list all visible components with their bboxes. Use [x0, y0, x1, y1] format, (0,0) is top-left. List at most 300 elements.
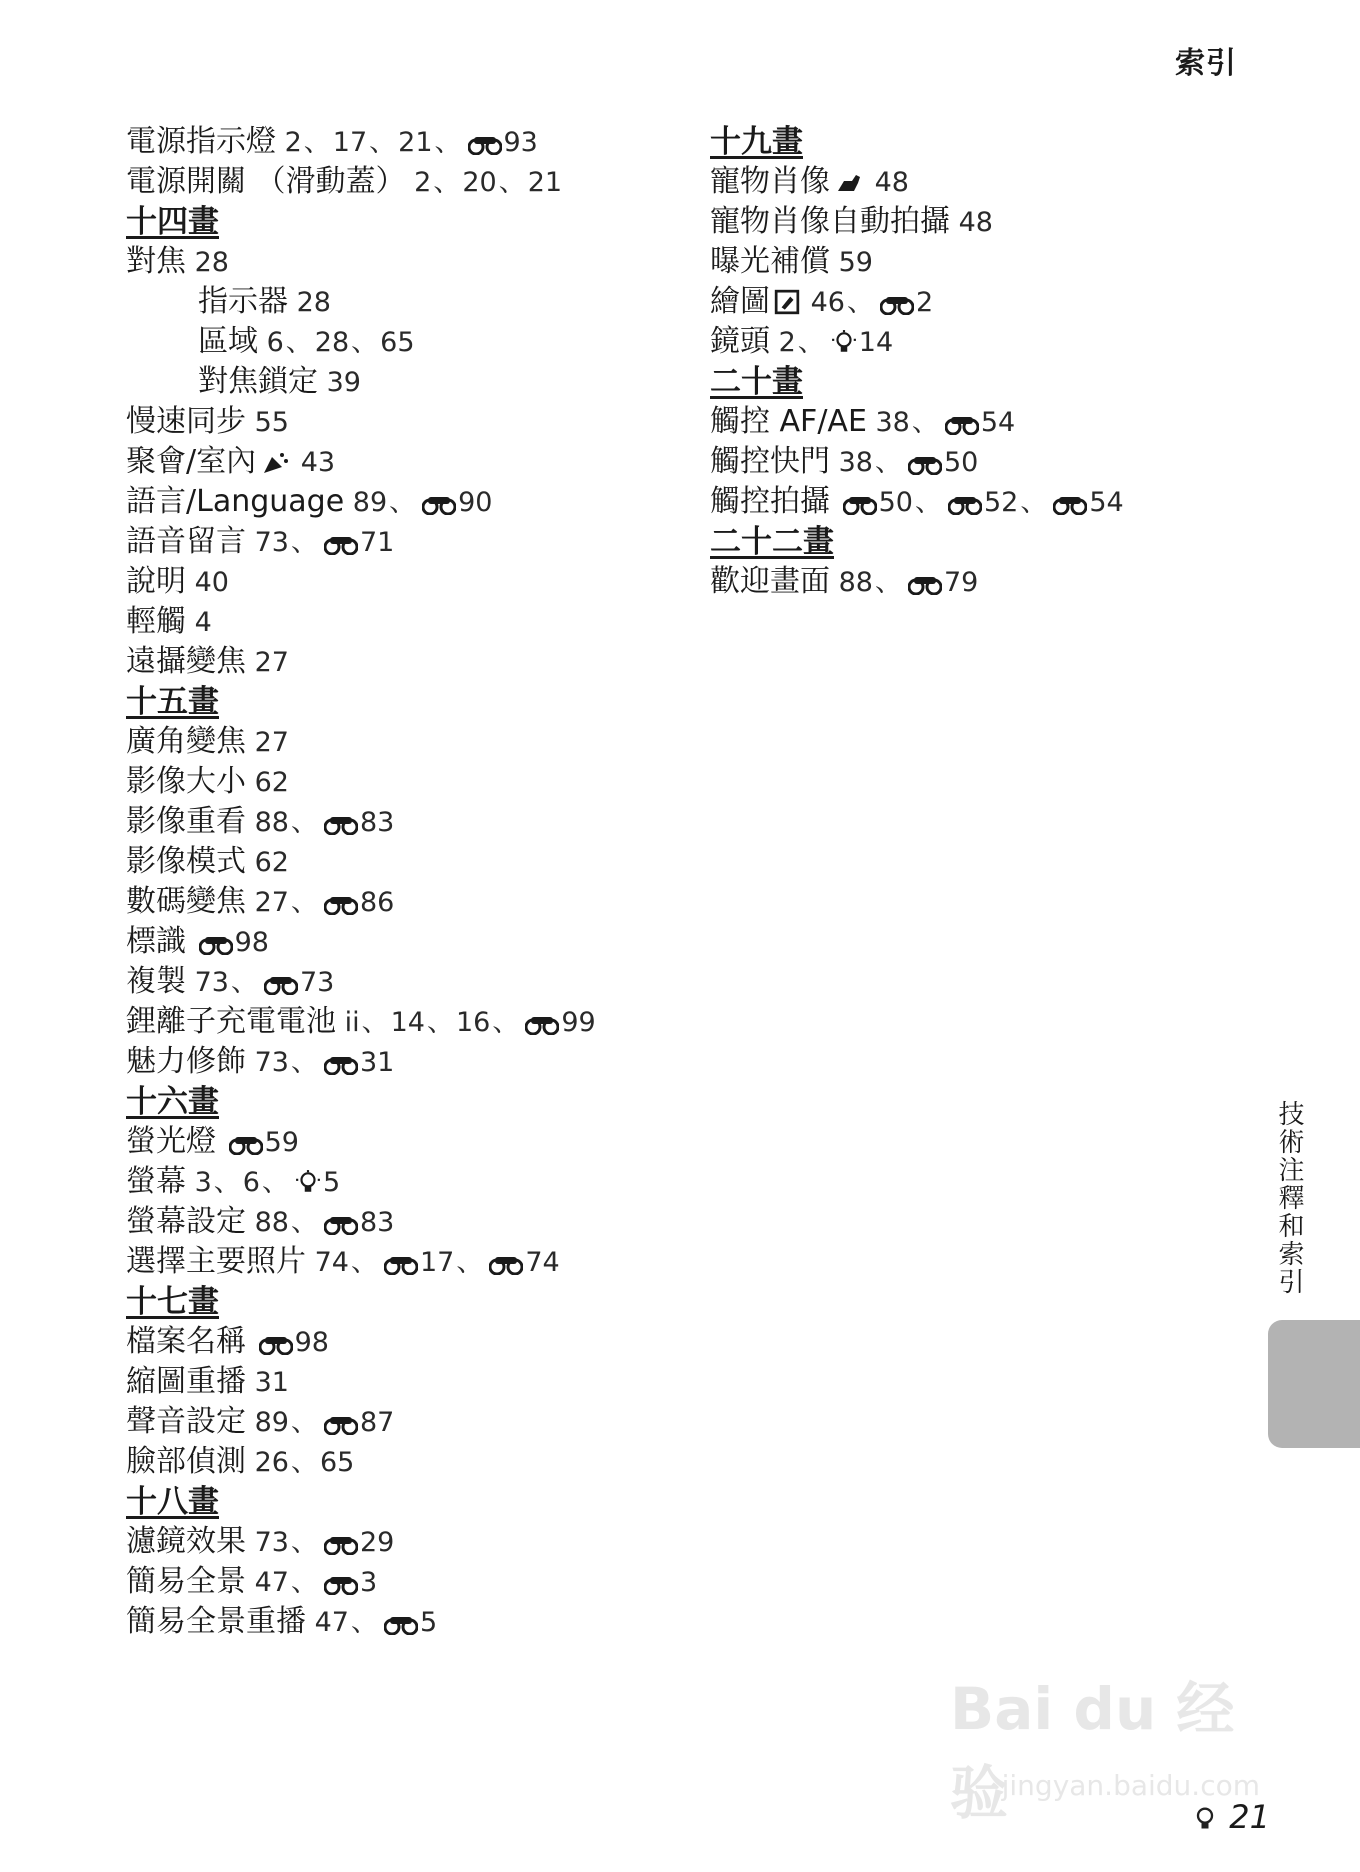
index-column-right: [710, 122, 1124, 602]
page-reference-number: 48: [874, 167, 909, 198]
binoculars-icon: [944, 487, 984, 518]
index-page-refs: [246, 727, 289, 758]
index-term: 寵物肖像自動拍攝: [710, 204, 950, 239]
page-reference-number: 54: [1089, 487, 1124, 518]
page-reference[interactable]: [521, 1007, 595, 1038]
page-reference[interactable]: [260, 967, 334, 998]
ref-separator: 、: [290, 887, 318, 918]
page-reference[interactable]: [485, 1247, 559, 1278]
index-page-refs: [246, 1527, 394, 1558]
index-term: 聲音設定: [126, 1404, 246, 1439]
index-term: 電源開關 （滑動蓋）: [126, 164, 406, 199]
page-reference-number: 3: [194, 1167, 212, 1198]
page-header-title: 索引: [1175, 46, 1237, 81]
page-reference-number: 47: [254, 1567, 289, 1598]
page-reference[interactable]: [959, 207, 993, 238]
ref-separator: 、: [285, 327, 313, 358]
bulb-icon: [291, 1167, 323, 1198]
chapter-tab-label: 技術注釋和索引: [1274, 1100, 1304, 1296]
page-reference[interactable]: [255, 407, 289, 438]
page-reference[interactable]: [255, 767, 289, 798]
index-entry: [126, 1522, 596, 1562]
page-reference-number: 74: [314, 1247, 349, 1278]
ref-separator: 、: [426, 1007, 454, 1038]
binoculars-icon: [320, 1047, 360, 1078]
page-reference[interactable]: [255, 647, 289, 678]
bulb-icon: [827, 327, 859, 358]
index-entry: [710, 442, 1124, 482]
index-term: 魅力修飾: [126, 1044, 246, 1079]
binoculars-icon: [1049, 487, 1089, 518]
index-page-refs: [186, 967, 334, 998]
page-reference[interactable]: [462, 167, 496, 198]
page-reference[interactable]: [456, 1007, 490, 1038]
index-subentry: [126, 362, 596, 402]
index-entry: [126, 1562, 596, 1602]
index-term: 對焦: [126, 244, 186, 279]
page-reference[interactable]: [255, 1567, 289, 1598]
index-term: 寵物肖像: [710, 164, 830, 199]
index-page-refs: [258, 327, 415, 358]
page-reference-number: 98: [234, 927, 269, 958]
index-section-heading: 二十畫: [710, 364, 803, 400]
page-reference-number: 50: [878, 487, 913, 518]
index-page-refs: [246, 807, 394, 838]
index-term: 複製: [126, 964, 186, 999]
page-reference-number: 52: [983, 487, 1019, 518]
index-entry: [710, 322, 1124, 362]
page-reference-number: 89: [352, 487, 388, 518]
binoculars-icon: [839, 487, 879, 518]
index-term: 縮圖重播: [126, 1364, 246, 1399]
page-reference[interactable]: [267, 327, 284, 358]
ref-separator: 、: [303, 127, 331, 158]
index-page-refs: [246, 1447, 354, 1478]
index-entry: [126, 1602, 596, 1642]
page-reference-number: 14: [858, 327, 894, 358]
page-reference[interactable]: [876, 287, 933, 318]
page-reference[interactable]: [941, 407, 1015, 438]
page-reference-number: 2: [414, 167, 432, 198]
index-entry: [126, 642, 596, 682]
ref-separator: 、: [492, 1007, 520, 1038]
ref-separator: 、: [434, 127, 462, 158]
binoculars-icon: [380, 1607, 420, 1638]
page-reference[interactable]: [195, 927, 269, 958]
index-term: 鏡頭: [710, 324, 770, 359]
index-term: 語言/Language: [126, 484, 345, 519]
index-page-refs: [246, 887, 394, 918]
binoculars-icon: [260, 967, 300, 998]
page-reference-number: 40: [194, 567, 229, 598]
page-reference[interactable]: [875, 167, 909, 198]
page-reference-number: 83: [359, 807, 395, 838]
ref-separator: 、: [456, 1247, 484, 1278]
page-reference-number: 39: [326, 367, 361, 398]
index-page-refs: [186, 607, 212, 638]
page-reference[interactable]: [944, 487, 1018, 518]
page-reference[interactable]: [243, 1167, 260, 1198]
ref-separator: 、: [797, 327, 825, 358]
page-reference-number: 59: [264, 1127, 299, 1158]
index-page-refs: [867, 407, 1015, 438]
page-reference[interactable]: [285, 127, 302, 158]
index-page-refs: [246, 1407, 394, 1438]
binoculars-icon: [320, 887, 360, 918]
page-reference[interactable]: [320, 1047, 394, 1078]
index-entry: [126, 962, 596, 1002]
page-reference-number: 73: [194, 967, 229, 998]
page-reference[interactable]: [255, 1447, 289, 1478]
page-reference[interactable]: [195, 567, 229, 598]
index-entry: [126, 522, 596, 562]
index-term: 濾鏡效果: [126, 1524, 246, 1559]
page-reference-number: 65: [380, 327, 415, 358]
page-reference[interactable]: [255, 807, 289, 838]
index-page-refs: [830, 487, 1124, 518]
page-reference[interactable]: [418, 487, 492, 518]
index-page-refs: [216, 1127, 299, 1158]
binoculars-icon: [225, 1127, 265, 1158]
index-entry: [126, 1162, 596, 1202]
page-reference-number: 59: [838, 247, 873, 278]
index-entry: [126, 1042, 596, 1082]
index-term: 說明: [126, 564, 186, 599]
page-reference[interactable]: [255, 1367, 289, 1398]
binoculars-icon: [320, 1407, 360, 1438]
index-term: 慢速同步: [126, 404, 246, 439]
index-term: 廣角變焦: [126, 724, 246, 759]
page-reference-number: 16: [455, 1007, 491, 1038]
index-entry: [126, 762, 596, 802]
index-term: 臉部偵測: [126, 1444, 246, 1479]
page-reference-number: 73: [254, 1527, 289, 1558]
page-reference[interactable]: [320, 527, 394, 558]
binoculars-icon: [320, 1567, 360, 1598]
page-reference[interactable]: [414, 167, 431, 198]
page-reference[interactable]: [255, 1207, 289, 1238]
page-reference-number: 14: [390, 1007, 425, 1038]
index-term: 影像重看: [126, 804, 246, 839]
ref-separator: 、: [290, 527, 318, 558]
index-section-heading: 十四畫: [126, 204, 219, 240]
page-reference[interactable]: [301, 447, 335, 478]
page-reference[interactable]: [839, 447, 873, 478]
ref-separator: 、: [290, 807, 318, 838]
ref-separator: 、: [874, 447, 902, 478]
page-reference-number: 93: [503, 127, 538, 158]
page-reference-number: 2: [284, 127, 302, 158]
ref-separator: 、: [290, 1207, 318, 1238]
index-page-refs: [306, 1247, 560, 1278]
binoculars-icon: [418, 487, 458, 518]
ref-separator: 、: [369, 127, 397, 158]
chapter-tab[interactable]: [1268, 1320, 1360, 1448]
page-reference[interactable]: [839, 487, 913, 518]
index-entry: [126, 922, 596, 962]
page-reference[interactable]: [315, 327, 349, 358]
page-reference[interactable]: [333, 127, 367, 158]
page-reference-number: 46: [810, 287, 845, 318]
page-reference[interactable]: [811, 287, 845, 318]
binoculars-icon: [464, 127, 504, 158]
page-reference-number: 62: [254, 847, 289, 878]
page-reference-number: 21: [398, 127, 433, 158]
page-reference-number: 73: [299, 967, 335, 998]
binoculars-icon: [320, 1207, 360, 1238]
index-entry: [126, 402, 596, 442]
index-entry: [126, 802, 596, 842]
ref-separator: 、: [351, 327, 379, 358]
watermark-url: jingyan.baidu.com: [1001, 1769, 1260, 1802]
index-page-refs: [246, 1207, 394, 1238]
page-reference[interactable]: [255, 887, 289, 918]
index-page-refs: [336, 1007, 596, 1038]
index-page-refs: [246, 1567, 377, 1598]
page-reference[interactable]: [255, 1527, 289, 1558]
page-reference-number: 79: [943, 567, 979, 598]
binoculars-icon: [195, 927, 235, 958]
index-entry: [126, 122, 596, 162]
page-reference[interactable]: [291, 1167, 340, 1198]
index-section-heading: 十六畫: [126, 1084, 219, 1120]
page-reference[interactable]: [380, 1247, 454, 1278]
index-term: 電源指示燈: [126, 124, 276, 159]
index-term: 觸控快門: [710, 444, 830, 479]
page-number: 21: [1191, 1798, 1270, 1836]
index-entry: [126, 1322, 596, 1362]
index-entry: [126, 842, 596, 882]
index-subentry: [126, 322, 596, 362]
page-reference[interactable]: [839, 247, 873, 278]
index-term: 檔案名稱: [126, 1324, 246, 1359]
page-reference-number: 28: [296, 287, 331, 318]
page-reference[interactable]: [255, 727, 289, 758]
page-reference[interactable]: [839, 567, 873, 598]
page-reference[interactable]: [255, 1047, 289, 1078]
page-reference-number: 27: [254, 727, 289, 758]
page-reference[interactable]: [195, 1167, 212, 1198]
index-column-left: [126, 122, 596, 1642]
index-entry: [710, 202, 1124, 242]
page-reference-number: ii: [344, 1007, 360, 1038]
page-reference[interactable]: [320, 1207, 394, 1238]
binoculars-icon: [521, 1007, 561, 1038]
page-reference-number: 73: [254, 527, 289, 558]
page-reference[interactable]: [320, 1567, 377, 1598]
page-reference[interactable]: [320, 807, 394, 838]
page-reference[interactable]: [464, 127, 538, 158]
index-page-refs: [770, 327, 893, 358]
page-reference[interactable]: [225, 1127, 299, 1158]
page-reference-number: 31: [254, 1367, 289, 1398]
index-term: 歡迎畫面: [710, 564, 830, 599]
index-term: 指示器: [198, 284, 288, 319]
page-reference[interactable]: [391, 1007, 425, 1038]
binoculars-icon: [904, 567, 944, 598]
page-reference[interactable]: [195, 247, 229, 278]
ref-separator: 、: [1020, 487, 1048, 518]
watermark-main: Bai du 经验: [950, 1675, 1235, 1827]
page-reference[interactable]: [195, 967, 229, 998]
page-reference[interactable]: [315, 1607, 349, 1638]
index-page-refs: [186, 1167, 340, 1198]
index-page-refs: [246, 647, 289, 678]
index-page-refs: [186, 567, 229, 598]
index-section-heading: 十七畫: [126, 1284, 219, 1320]
ref-separator: 、: [213, 1167, 241, 1198]
index-entry: [126, 562, 596, 602]
index-term: 觸控拍攝: [710, 484, 830, 519]
index-entry: [126, 602, 596, 642]
page-reference-number: 21: [527, 167, 563, 198]
index-page-refs: [344, 487, 492, 518]
index-subentry: [126, 282, 596, 322]
index-term: 簡易全景: [126, 1564, 246, 1599]
page-reference-number: 2: [915, 287, 934, 318]
page-reference[interactable]: [195, 607, 212, 638]
page-reference[interactable]: [255, 847, 289, 878]
page-reference[interactable]: [380, 1607, 437, 1638]
page-reference-number: 31: [359, 1047, 395, 1078]
index-page-refs: [246, 767, 289, 798]
page-reference-number: 5: [419, 1607, 438, 1638]
index-term: 標識: [126, 924, 186, 959]
ref-separator: 、: [846, 287, 874, 318]
index-entry: [126, 1242, 596, 1282]
page-reference[interactable]: [327, 367, 361, 398]
binoculars-icon: [320, 1527, 360, 1558]
page-reference[interactable]: [315, 1247, 349, 1278]
ref-separator: 、: [290, 1407, 318, 1438]
page-reference-number: 55: [254, 407, 289, 438]
page-reference-number: 62: [254, 767, 289, 798]
index-page-refs: [318, 367, 361, 398]
page-reference[interactable]: [320, 1527, 394, 1558]
index-entry: [126, 242, 596, 282]
ref-separator: 、: [361, 1007, 389, 1038]
page-reference[interactable]: [398, 127, 432, 158]
index-entry: [710, 482, 1124, 522]
binoculars-icon: [876, 287, 916, 318]
page-reference[interactable]: [528, 167, 562, 198]
index-page-refs: [276, 127, 538, 158]
index-page-refs: [246, 1327, 329, 1358]
index-page-refs: [246, 1367, 289, 1398]
index-term: 繪圖: [710, 284, 770, 319]
page-reference-number: 87: [359, 1407, 395, 1438]
page-reference[interactable]: [904, 567, 978, 598]
index-section-heading: 十九畫: [710, 124, 803, 160]
index-entry: [710, 162, 1124, 202]
page-reference-number: 26: [254, 1447, 289, 1478]
index-entry: [126, 1402, 596, 1442]
page-reference-number: 28: [314, 327, 350, 358]
page-reference[interactable]: [255, 1407, 289, 1438]
page-reference-number: 73: [254, 1047, 289, 1078]
page-reference-number: 83: [359, 1207, 395, 1238]
page-reference[interactable]: [876, 407, 910, 438]
binoculars-icon: [941, 407, 981, 438]
page-reference[interactable]: [255, 1327, 329, 1358]
index-section-heading: 十八畫: [126, 1484, 219, 1520]
page-reference[interactable]: [320, 1447, 354, 1478]
index-entry: [710, 402, 1124, 442]
index-page-refs: [406, 167, 563, 198]
page-reference[interactable]: [320, 1407, 394, 1438]
index-term: 鋰離子充電電池: [126, 1004, 336, 1039]
bulb-icon: [1191, 1798, 1229, 1836]
index-entry: [126, 1442, 596, 1482]
page-reference-number: 3: [359, 1567, 378, 1598]
page-reference-number: 2: [778, 327, 796, 358]
ref-separator: 、: [874, 567, 902, 598]
page-reference-number: 17: [332, 127, 368, 158]
index-entry: [126, 482, 596, 522]
binoculars-icon: [255, 1327, 295, 1358]
index-entry: [126, 882, 596, 922]
index-page-refs: [246, 407, 289, 438]
page-reference[interactable]: [297, 287, 331, 318]
index-page-refs: [950, 207, 993, 238]
page-reference-number: 38: [838, 447, 873, 478]
index-entry: [126, 162, 596, 202]
page-reference[interactable]: [779, 327, 796, 358]
index-page-refs: [306, 1607, 437, 1638]
binoculars-icon: [904, 447, 944, 478]
index-entry: [126, 1362, 596, 1402]
index-term: 輕觸: [126, 604, 186, 639]
index-term: 螢幕: [126, 1164, 186, 1199]
index-term: 遠攝變焦: [126, 644, 246, 679]
page-reference[interactable]: [353, 487, 387, 518]
page-reference[interactable]: [1049, 487, 1123, 518]
ref-separator: 、: [389, 487, 417, 518]
page-reference[interactable]: [904, 447, 978, 478]
index-term: 觸控 AF/AE: [710, 404, 867, 439]
ref-separator: 、: [290, 1567, 318, 1598]
index-entry: [126, 442, 596, 482]
page-reference-number: 88: [838, 567, 873, 598]
page-reference-number: 5: [322, 1167, 341, 1198]
index-entry: [126, 1202, 596, 1242]
binoculars-icon: [485, 1247, 525, 1278]
index-term: 簡易全景重播: [126, 1604, 306, 1639]
ref-separator: 、: [433, 167, 461, 198]
page-reference[interactable]: [827, 327, 893, 358]
index-page-refs: [246, 527, 394, 558]
index-term: 區域: [198, 324, 258, 359]
page-reference-number: 71: [359, 527, 395, 558]
page-reference-number: 88: [254, 807, 289, 838]
index-page-refs: [246, 1047, 394, 1078]
page-reference-number: 65: [319, 1447, 355, 1478]
index-term: 語音留言: [126, 524, 246, 559]
page-reference-number: 38: [875, 407, 910, 438]
index-term: 螢光燈: [126, 1124, 216, 1159]
page-reference[interactable]: [320, 887, 394, 918]
index-entry: [126, 1002, 596, 1042]
index-entry: [126, 1122, 596, 1162]
page-reference[interactable]: [255, 527, 289, 558]
index-page-refs: [288, 287, 331, 318]
page-reference-number: 6: [266, 327, 284, 358]
index-page-refs: [830, 247, 873, 278]
page-reference[interactable]: [380, 327, 414, 358]
page-reference-number: 89: [254, 1407, 289, 1438]
page-reference[interactable]: [345, 1007, 360, 1038]
page-reference-number: 20: [462, 167, 497, 198]
